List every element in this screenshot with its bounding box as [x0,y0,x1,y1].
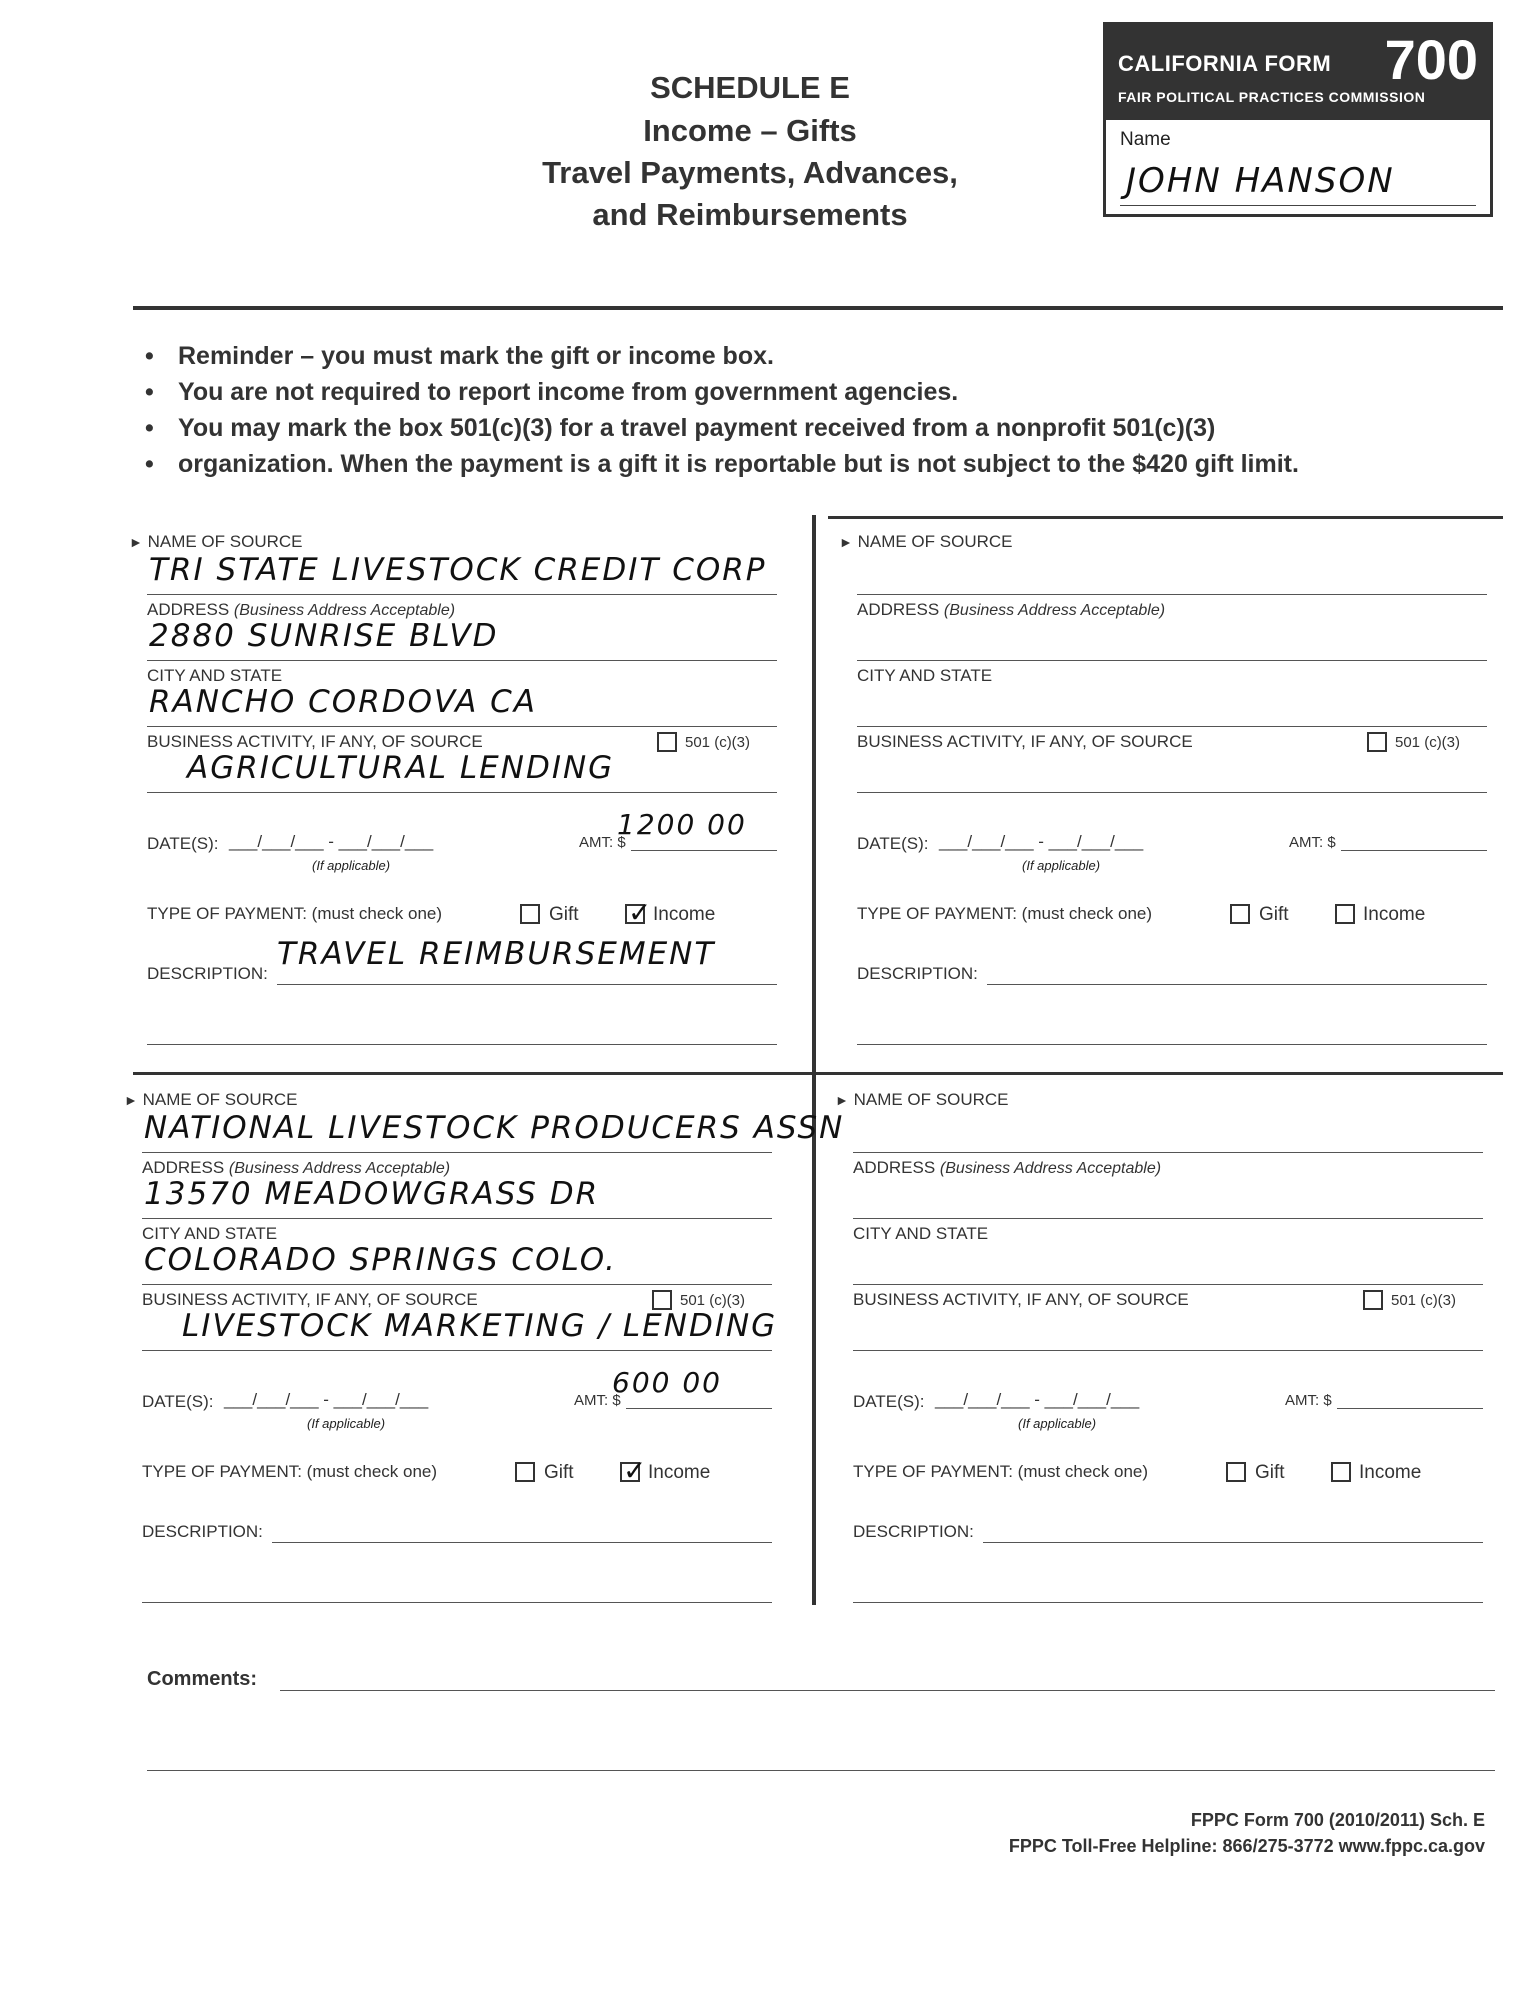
gift-label: Gift [544,1462,574,1483]
name-of-source-label [129,532,303,552]
dates-field[interactable]: ___/___/___ - ___/___/___ [939,832,1144,851]
middle-rule [133,1072,1503,1075]
center-divider [812,515,816,1605]
description-underline [277,984,777,985]
c3-label: 501 (c)(3) [1395,734,1461,751]
type-of-payment-label: TYPE OF PAYMENT: (must check one) [853,1462,1149,1481]
business-activity-field[interactable]: AGRICULTURAL LENDING [187,750,615,786]
amount-label: AMT: $ [579,834,626,851]
name-of-source-label [124,1090,298,1110]
income-label: Income [653,904,716,925]
c3-checkbox[interactable] [1367,732,1387,752]
amount-label: AMT: $ [1285,1392,1332,1409]
description-underline-2 [147,1044,777,1045]
description-underline-2 [142,1602,772,1603]
address-label [857,600,1165,620]
comments-field-line-2[interactable] [147,1770,1495,1771]
instructions-list [145,338,1299,482]
address-field[interactable]: 2880 SUNRISE BLVD [149,618,499,654]
income-label: Income [1363,904,1426,925]
type-of-payment-label: TYPE OF PAYMENT: (must check one) [147,904,443,923]
form-footer-id: FPPC Form 700 (2010/2011) Sch. E [1190,1810,1485,1830]
amount-field[interactable]: 600 00 [612,1366,722,1399]
if-applicable-note: (If applicable) [1022,858,1101,873]
arrow-icon: ► [835,1092,849,1108]
business-activity-label: BUSINESS ACTIVITY, IF ANY, OF SOURCE [857,732,1193,751]
address-label-text: ADDRESS [853,1158,936,1177]
description-label: DESCRIPTION: [853,1522,974,1541]
income-label: Income [1359,1462,1422,1483]
business-activity-label: BUSINESS ACTIVITY, IF ANY, OF SOURCE [853,1290,1189,1309]
name-of-source-text: NAME OF SOURCE [853,1090,1009,1109]
dates-label: DATE(S): [142,1392,214,1411]
arrow-icon: ► [129,534,143,550]
gift-label: Gift [1259,904,1289,925]
source-name-underline [142,1152,772,1153]
city-state-underline [853,1284,1483,1285]
amount-field[interactable]: 1200 00 [617,808,747,841]
city-state-label: CITY AND STATE [142,1224,278,1243]
address-label-text: ADDRESS [142,1158,225,1177]
amount-underline [1341,850,1487,851]
c3-label: 501 (c)(3) [680,1292,746,1309]
dates-field[interactable]: ___/___/___ - ___/___/___ [229,832,434,851]
name-field[interactable]: JOHN HANSON [1126,161,1395,201]
business-activity-underline [857,792,1487,793]
gift-label: Gift [549,904,579,925]
income-checkbox[interactable] [620,1462,640,1482]
form-footer-helpline: FPPC Toll-Free Helpline: 866/275-3772 www.fppc.ca.gov [1008,1836,1485,1856]
form-number: 700 [1384,28,1478,91]
name-of-source-text: NAME OF SOURCE [147,532,303,551]
name-label: Name [1120,129,1171,150]
address-field[interactable]: 13570 MEADOWGRASS DR [144,1176,600,1212]
arrow-icon: ► [124,1092,138,1108]
if-applicable-note: (If applicable) [1018,1416,1097,1431]
address-underline [853,1218,1483,1219]
instruction-item: • You may mark the box 501(c)(3) for a travel payment received from a nonprofit 501(c)(3) [145,410,1299,446]
address-label-text: ADDRESS [147,600,230,619]
address-label [853,1158,1161,1178]
source-name-underline [147,594,777,595]
name-of-source-text: NAME OF SOURCE [142,1090,298,1109]
instruction-item: • Reminder – you must mark the gift or income box. [145,338,1299,374]
source-name-underline [857,594,1487,595]
c3-checkbox[interactable] [1363,1290,1383,1310]
name-of-source-text: NAME OF SOURCE [857,532,1013,551]
schedule-subtitle-1: Income – Gifts [643,113,857,148]
gift-checkbox[interactable] [1230,904,1250,924]
amount-underline [626,1408,772,1409]
business-activity-underline [853,1350,1483,1351]
schedule-subtitle-3: and Reimbursements [592,197,908,232]
business-activity-label: BUSINESS ACTIVITY, IF ANY, OF SOURCE [142,1290,478,1309]
c3-label: 501 (c)(3) [1391,1292,1457,1309]
city-state-label: CITY AND STATE [853,1224,989,1243]
description-label: DESCRIPTION: [142,1522,263,1541]
schedule-subtitle-2: Travel Payments, Advances, [542,155,958,190]
description-underline [987,984,1487,985]
source-name-field[interactable]: NATIONAL LIVESTOCK PRODUCERS ASSN [144,1110,845,1146]
business-activity-underline [147,792,777,793]
dates-label: DATE(S): [147,834,219,853]
c3-checkbox[interactable] [657,732,677,752]
address-note: (Business Address Acceptable) [228,1160,451,1177]
city-state-label: CITY AND STATE [147,666,283,685]
gift-checkbox[interactable] [515,1462,535,1482]
amount-label: AMT: $ [574,1392,621,1409]
name-underline [1120,205,1476,206]
description-underline [272,1542,772,1543]
address-note: (Business Address Acceptable) [939,1160,1162,1177]
amount-underline [1337,1408,1483,1409]
income-checkbox[interactable] [1331,1462,1351,1482]
form-id-box [1103,22,1493,217]
amount-underline [631,850,777,851]
gift-checkbox[interactable] [1226,1462,1246,1482]
c3-checkbox[interactable] [652,1290,672,1310]
arrow-icon: ► [839,534,853,550]
type-of-payment-label: TYPE OF PAYMENT: (must check one) [142,1462,438,1481]
name-of-source-label [839,532,1013,552]
address-underline [857,660,1487,661]
business-activity-field[interactable]: LIVESTOCK MARKETING / LENDING [182,1308,778,1344]
top-rule-right [828,516,1503,519]
city-state-field[interactable]: COLORADO SPRINGS COLO. [144,1242,617,1278]
if-applicable-note: (If applicable) [307,1416,386,1431]
amount-label: AMT: $ [1289,834,1336,851]
income-label: Income [648,1462,711,1483]
income-checkbox[interactable] [625,904,645,924]
city-state-underline [857,726,1487,727]
city-state-label: CITY AND STATE [857,666,993,685]
city-state-underline [147,726,777,727]
instruction-item: • You are not required to report income from government agencies. [145,374,1299,410]
description-label: DESCRIPTION: [857,964,978,983]
comments-label: Comments: [147,1668,258,1690]
address-label [147,600,455,620]
description-underline-2 [853,1602,1483,1603]
address-label-text: ADDRESS [857,600,940,619]
comments-field[interactable] [280,1690,1495,1691]
gift-label: Gift [1255,1462,1285,1483]
business-activity-label: BUSINESS ACTIVITY, IF ANY, OF SOURCE [147,732,483,751]
description-field[interactable]: TRAVEL REIMBURSEMENT [277,936,716,972]
address-note: (Business Address Acceptable) [233,602,456,619]
source-name-underline [853,1152,1483,1153]
dates-field[interactable]: ___/___/___ - ___/___/___ [935,1390,1140,1409]
name-of-source-label [835,1090,1009,1110]
description-label: DESCRIPTION: [147,964,268,983]
address-label [142,1158,450,1178]
commission-name: FAIR POLITICAL PRACTICES COMMISSION [1118,89,1426,105]
source-name-field[interactable]: TRI STATE LIVESTOCK CREDIT CORP [149,552,767,588]
address-underline [147,660,777,661]
description-underline-2 [857,1044,1487,1045]
schedule-title: SCHEDULE E [650,70,850,105]
dates-field[interactable]: ___/___/___ - ___/___/___ [224,1390,429,1409]
city-state-field[interactable]: RANCHO CORDOVA CA [149,684,538,720]
city-state-underline [142,1284,772,1285]
business-activity-underline [142,1350,772,1351]
dates-label: DATE(S): [853,1392,925,1411]
if-applicable-note: (If applicable) [312,858,391,873]
form-id-header [1106,25,1490,120]
address-note: (Business Address Acceptable) [943,602,1166,619]
income-checkbox[interactable] [1335,904,1355,924]
header-divider [133,306,1503,310]
dates-label: DATE(S): [857,834,929,853]
address-underline [142,1218,772,1219]
c3-label: 501 (c)(3) [685,734,751,751]
gift-checkbox[interactable] [520,904,540,924]
description-underline [983,1542,1483,1543]
type-of-payment-label: TYPE OF PAYMENT: (must check one) [857,904,1153,923]
form-label: CALIFORNIA FORM [1118,51,1332,76]
instruction-item-continued: • organization. When the payment is a gift it is reportable but is not subject to the $420 gift limit. [145,446,1299,482]
